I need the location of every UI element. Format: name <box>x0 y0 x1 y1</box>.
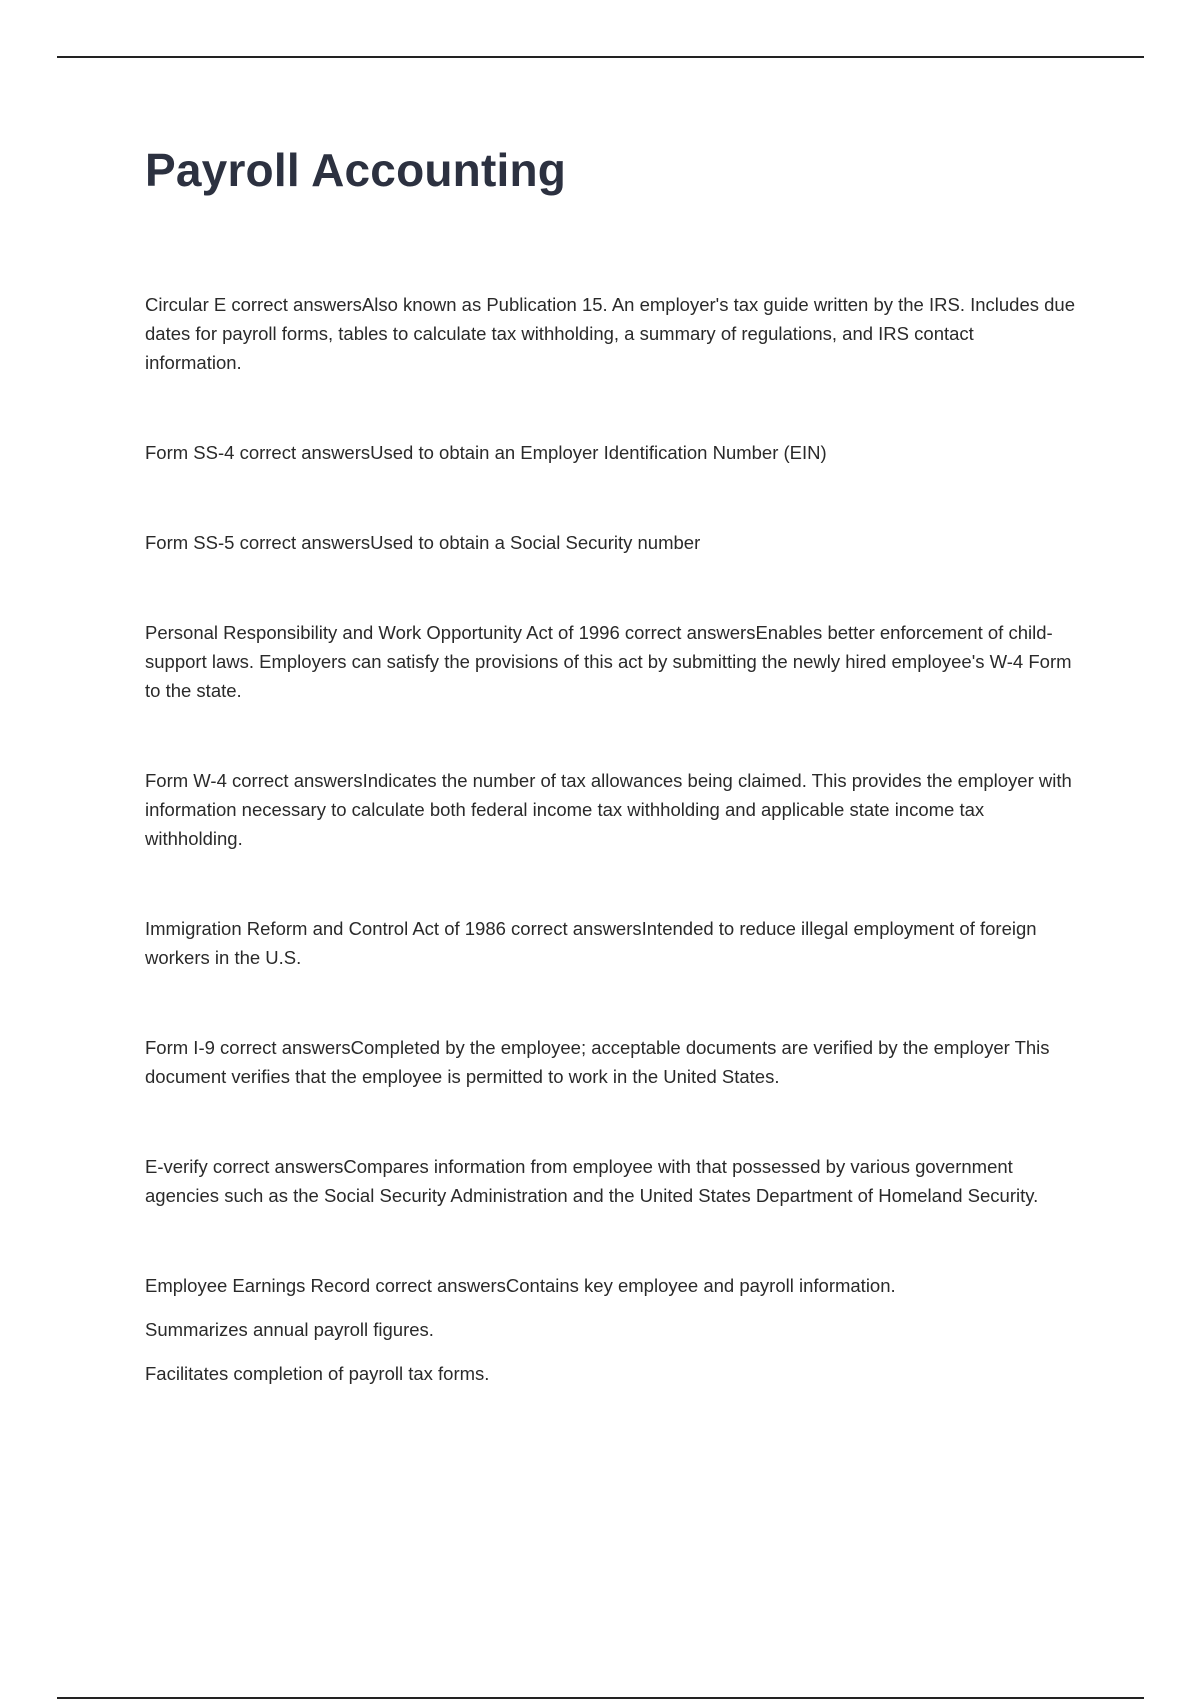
entry-form-w4: Form W-4 correct answersIndicates the number of tax allowances being claimed. This provides the employer with information necessary to calculate both federal income tax withholding and applicable state income tax withholding. <box>145 770 1072 849</box>
entry-earnings-record-forms: Facilitates completion of payroll tax forms. <box>145 1363 490 1384</box>
entry-e-verify: E-verify correct answersCompares information from employee with that possessed by various government agencies such as the Social Security Administration and the United States Department of Homeland Security. <box>145 1156 1039 1206</box>
document-body <box>145 290 1075 1388</box>
entry-prwora-1996: Personal Responsibility and Work Opportunity Act of 1996 correct answersEnables better enforcement of child-support laws. Employers can satisfy the provisions of this act by submitting the newly hired employee's W-4 Form to the state. <box>145 622 1072 701</box>
entry-irca-1986: Immigration Reform and Control Act of 1986 correct answersIntended to reduce illegal employment of foreign workers in the U.S. <box>145 918 1037 968</box>
entry-earnings-record: Employee Earnings Record correct answersContains key employee and payroll information. <box>145 1275 896 1296</box>
entry-circular-e: Circular E correct answersAlso known as Publication 15. An employer's tax guide written by the IRS. Includes due dates for payroll forms, tables to calculate tax withholding, a summary of regulations, and IRS contact information. <box>145 294 1076 373</box>
entry-form-ss5: Form SS-5 correct answersUsed to obtain a Social Security number <box>145 532 701 553</box>
footer-rule <box>57 1697 1144 1699</box>
entry-form-ss4: Form SS-4 correct answersUsed to obtain an Employer Identification Number (EIN) <box>145 442 827 463</box>
header-rule <box>57 56 1144 58</box>
page-title: Payroll Accounting <box>145 144 567 196</box>
entry-earnings-record-summary: Summarizes annual payroll figures. <box>145 1319 434 1340</box>
entry-form-i9: Form I-9 correct answersCompleted by the employee; acceptable documents are verified by the employer This document verifies that the employee is permitted to work in the United States. <box>145 1037 1050 1087</box>
